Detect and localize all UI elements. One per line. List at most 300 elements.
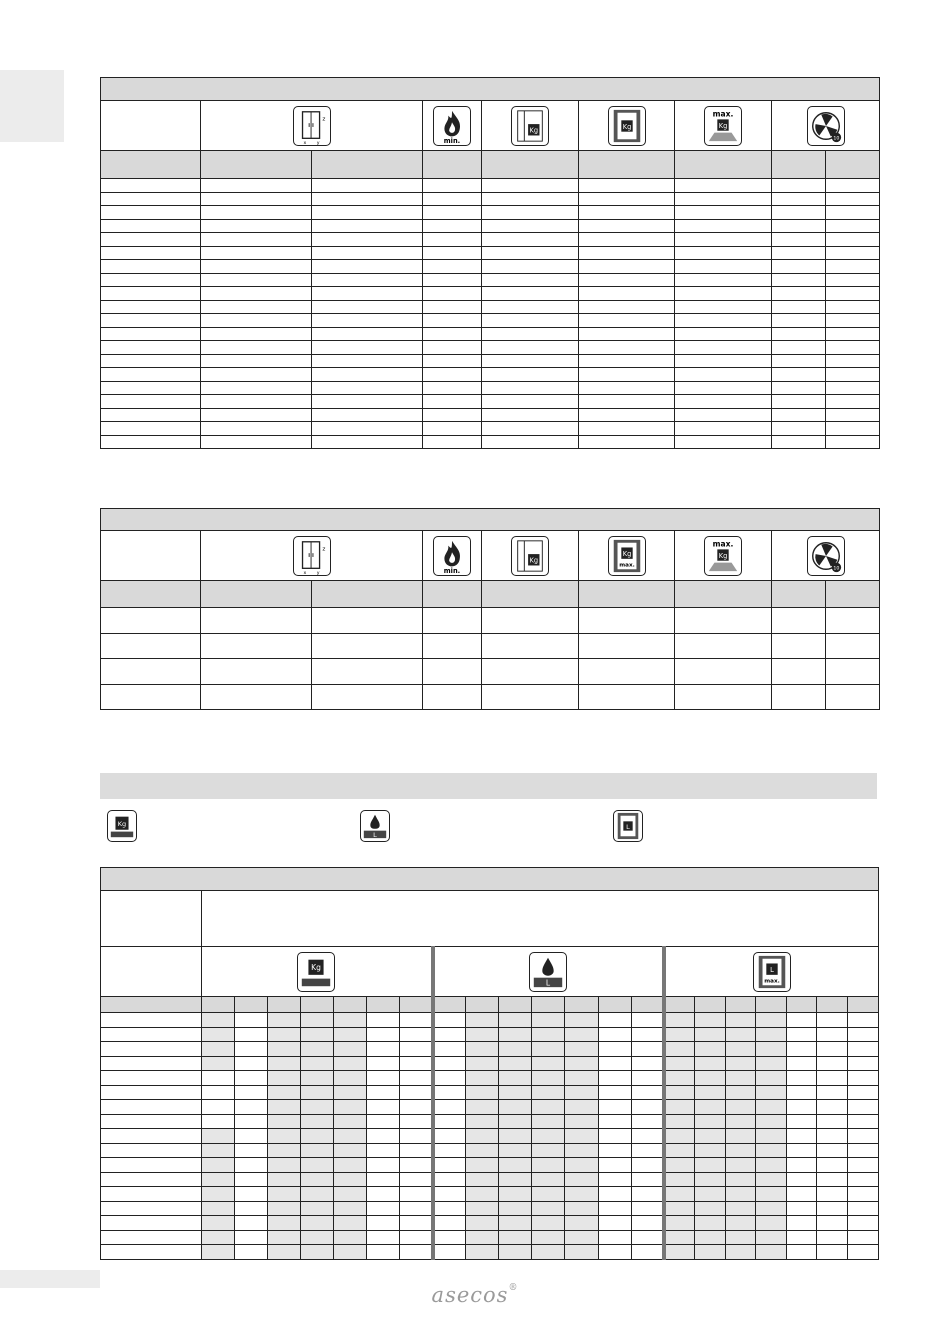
table-cell <box>848 1216 879 1231</box>
subhead-cell <box>756 997 787 1013</box>
table-cell <box>725 1230 756 1245</box>
svg-text:Kg: Kg <box>529 556 539 565</box>
table-cell <box>675 314 772 328</box>
table-cell <box>565 1216 598 1231</box>
table-cell <box>466 1158 499 1173</box>
table-cell <box>532 1245 565 1260</box>
subhead-cell <box>400 997 433 1013</box>
table-cell <box>772 684 826 710</box>
table-row <box>101 1100 879 1115</box>
table-cell <box>466 1071 499 1086</box>
table-cell <box>466 1201 499 1216</box>
table-cell <box>101 233 201 247</box>
subhead-cell <box>333 997 366 1013</box>
table-cell <box>532 1201 565 1216</box>
header-blank-cell <box>101 101 201 151</box>
table-cell <box>499 1129 532 1144</box>
subhead-cell <box>772 581 826 608</box>
table-cell <box>400 1158 433 1173</box>
table-cell <box>725 1216 756 1231</box>
svg-text:min.: min. <box>443 566 461 575</box>
weight-group-header <box>201 947 433 997</box>
table-cell <box>423 684 482 710</box>
table-cell <box>466 1100 499 1115</box>
load-capacity-table <box>100 867 879 1260</box>
table-cell <box>482 260 579 274</box>
table-cell <box>433 1201 466 1216</box>
capacity-group-header <box>664 947 878 997</box>
table-cell <box>664 1143 695 1158</box>
subhead-cell <box>664 997 695 1013</box>
table-cell <box>817 1172 848 1187</box>
table-cell <box>565 1143 598 1158</box>
table-cell <box>631 1172 664 1187</box>
table-row <box>101 1071 879 1086</box>
subhead-cell <box>312 581 423 608</box>
table-cell <box>826 395 880 409</box>
subhead-cell <box>772 151 826 179</box>
table-cell <box>786 1143 817 1158</box>
svg-text:z: z <box>321 545 325 552</box>
table-cell <box>532 1216 565 1231</box>
table-cell <box>756 1100 787 1115</box>
table-cell <box>565 1129 598 1144</box>
table-cell <box>101 1071 202 1086</box>
table-cell <box>675 395 772 409</box>
table-cell <box>826 260 880 274</box>
table-cell <box>579 192 675 206</box>
volume-group-header <box>433 947 665 997</box>
table-cell <box>499 1158 532 1173</box>
table-cell <box>826 233 880 247</box>
table-cell <box>848 1129 879 1144</box>
table-cell <box>433 1100 466 1115</box>
table-cell <box>817 1114 848 1129</box>
table-cell <box>267 1216 300 1231</box>
table-cell <box>333 1172 366 1187</box>
subhead-cell <box>675 581 772 608</box>
table-cell <box>675 273 772 287</box>
table-cell <box>234 1245 267 1260</box>
svg-text:z: z <box>321 115 325 122</box>
table-cell <box>482 179 579 193</box>
table-cell <box>631 1100 664 1115</box>
table-cell <box>664 1158 695 1173</box>
table-cell <box>664 1172 695 1187</box>
table-row <box>101 608 880 634</box>
table-cell <box>631 1187 664 1202</box>
subhead-cell <box>300 997 333 1013</box>
table-cell <box>695 1013 726 1028</box>
table-cell <box>267 1085 300 1100</box>
table-cell <box>848 1013 879 1028</box>
table-cell <box>848 1201 879 1216</box>
table-cell <box>201 1187 234 1202</box>
table-cell <box>664 1114 695 1129</box>
table-cell <box>772 408 826 422</box>
table-cell <box>675 659 772 685</box>
table-title-bar <box>101 868 879 891</box>
table-cell <box>101 1042 202 1057</box>
table-cell <box>565 1071 598 1086</box>
table-cell <box>201 1216 234 1231</box>
table-cell <box>695 1056 726 1071</box>
table-cell <box>482 314 579 328</box>
table-cell <box>312 341 423 355</box>
table-cell <box>267 1027 300 1042</box>
table-cell <box>499 1245 532 1260</box>
table-cell <box>826 354 880 368</box>
table-cell <box>848 1085 879 1100</box>
table-cell <box>499 1201 532 1216</box>
header-blank-cell <box>101 891 202 947</box>
table-row <box>101 381 880 395</box>
svg-text:Kg: Kg <box>622 122 631 131</box>
table-cell <box>482 354 579 368</box>
table-cell <box>817 1187 848 1202</box>
table-cell <box>772 368 826 382</box>
table-cell <box>101 435 201 449</box>
table-cell <box>400 1085 433 1100</box>
table-cell <box>664 1071 695 1086</box>
table-cell <box>772 354 826 368</box>
table-cell <box>631 1216 664 1231</box>
subhead-cell <box>201 997 234 1013</box>
table-cell <box>366 1216 399 1231</box>
table-cell <box>756 1027 787 1042</box>
table-row <box>101 206 880 220</box>
table-cell <box>565 1013 598 1028</box>
table-row <box>101 659 880 685</box>
table-cell <box>423 314 482 328</box>
table-cell <box>201 314 312 328</box>
table-cell <box>101 192 201 206</box>
table-cell <box>423 341 482 355</box>
table-cell <box>565 1056 598 1071</box>
table-cell <box>772 206 826 220</box>
table-cell <box>234 1056 267 1071</box>
table-cell <box>333 1216 366 1231</box>
volume-liter-icon <box>529 952 567 992</box>
table-cell <box>482 300 579 314</box>
table-cell <box>101 1056 202 1071</box>
table-cell <box>565 1230 598 1245</box>
table-cell <box>579 684 675 710</box>
table-cell <box>423 659 482 685</box>
table-cell <box>631 1114 664 1129</box>
specifications-table-1 <box>100 77 880 449</box>
table-cell <box>579 659 675 685</box>
table-cell <box>400 1245 433 1260</box>
table-row <box>101 368 880 382</box>
table-cell <box>482 368 579 382</box>
table-cell <box>772 287 826 301</box>
table-cell <box>579 260 675 274</box>
table-cell <box>664 1201 695 1216</box>
table-cell <box>312 408 423 422</box>
table-cell <box>499 1114 532 1129</box>
cabinet-load-header <box>579 531 675 581</box>
table-row <box>101 314 880 328</box>
table-cell <box>366 1013 399 1028</box>
table-cell <box>101 1129 202 1144</box>
table-cell <box>312 260 423 274</box>
table-cell <box>101 1100 202 1115</box>
table-cell <box>817 1143 848 1158</box>
table-cell <box>499 1027 532 1042</box>
table-cell <box>817 1071 848 1086</box>
table-row <box>101 1245 879 1260</box>
table-cell <box>201 408 312 422</box>
table-cell <box>400 1216 433 1231</box>
table-cell <box>101 1172 202 1187</box>
table-cell <box>675 341 772 355</box>
table-cell <box>631 1129 664 1144</box>
subhead-cell <box>201 581 312 608</box>
table-row <box>101 341 880 355</box>
dimensions-header <box>201 101 423 151</box>
table-row <box>101 1187 879 1202</box>
table-cell <box>725 1114 756 1129</box>
table-cell <box>756 1201 787 1216</box>
table-cell <box>772 659 826 685</box>
cabinet-max-load-icon <box>608 536 646 576</box>
table-cell <box>725 1201 756 1216</box>
table-cell <box>598 1027 631 1042</box>
table-cell <box>786 1230 817 1245</box>
table-cell <box>482 408 579 422</box>
table-cell <box>772 435 826 449</box>
table-cell <box>433 1172 466 1187</box>
table-cell <box>433 1042 466 1057</box>
table-cell <box>499 1085 532 1100</box>
table-cell <box>234 1172 267 1187</box>
table-cell <box>675 435 772 449</box>
table-cell <box>826 206 880 220</box>
table-cell <box>482 395 579 409</box>
table-cell <box>312 684 423 710</box>
table-cell <box>366 1143 399 1158</box>
table-cell <box>234 1013 267 1028</box>
table-cell <box>101 1143 202 1158</box>
table-cell <box>101 246 201 260</box>
table-cell <box>423 260 482 274</box>
table-cell <box>333 1042 366 1057</box>
table-cell <box>565 1042 598 1057</box>
table-cell <box>786 1013 817 1028</box>
table-cell <box>101 368 201 382</box>
table-cell <box>532 1143 565 1158</box>
table-cell <box>312 273 423 287</box>
table-cell <box>482 219 579 233</box>
table-cell <box>675 422 772 436</box>
table-cell <box>695 1216 726 1231</box>
table-cell <box>201 354 312 368</box>
table-cell <box>532 1129 565 1144</box>
table-cell <box>201 435 312 449</box>
table-cell <box>695 1042 726 1057</box>
table-cell <box>101 1085 202 1100</box>
table-row <box>101 395 880 409</box>
table-cell <box>423 287 482 301</box>
table-cell <box>772 381 826 395</box>
header-blank-cell <box>101 531 201 581</box>
table-cell <box>817 1027 848 1042</box>
table-cell <box>300 1042 333 1057</box>
table-cell <box>598 1042 631 1057</box>
table-cell <box>333 1230 366 1245</box>
table-cell <box>786 1027 817 1042</box>
table-cell <box>756 1143 787 1158</box>
ventilation-header <box>772 101 880 151</box>
table-cell <box>631 1158 664 1173</box>
table-cell <box>101 684 201 710</box>
table-cell <box>482 273 579 287</box>
table-cell <box>817 1201 848 1216</box>
table-cell <box>300 1027 333 1042</box>
table-cell <box>366 1056 399 1071</box>
table-cell <box>675 206 772 220</box>
table-cell <box>101 1158 202 1173</box>
table-cell <box>101 327 201 341</box>
table-cell <box>725 1056 756 1071</box>
table-cell <box>532 1085 565 1100</box>
table-cell <box>631 1071 664 1086</box>
table-cell <box>101 287 201 301</box>
table-cell <box>366 1187 399 1202</box>
table-cell <box>675 368 772 382</box>
table-cell <box>201 633 312 659</box>
table-cell <box>201 327 312 341</box>
table-cell <box>725 1042 756 1057</box>
table-cell <box>772 273 826 287</box>
table-cell <box>300 1056 333 1071</box>
table-cell <box>433 1114 466 1129</box>
subhead-cell <box>579 151 675 179</box>
table-cell <box>201 1071 234 1086</box>
volume-liter-icon <box>360 810 390 842</box>
table-row <box>101 260 880 274</box>
table-cell <box>664 1085 695 1100</box>
table-cell <box>267 1013 300 1028</box>
svg-text:max.: max. <box>712 109 734 119</box>
table-cell <box>201 659 312 685</box>
table-cell <box>598 1230 631 1245</box>
table-cell <box>101 395 201 409</box>
table-cell <box>400 1027 433 1042</box>
subhead-cell <box>675 151 772 179</box>
table-cell <box>675 633 772 659</box>
table-cell <box>772 233 826 247</box>
table-row <box>101 246 880 260</box>
table-cell <box>598 1245 631 1260</box>
table-cell <box>423 300 482 314</box>
table-cell <box>482 192 579 206</box>
table-cell <box>300 1013 333 1028</box>
table-cell <box>201 1230 234 1245</box>
table-cell <box>848 1042 879 1057</box>
table-cell <box>201 300 312 314</box>
ventilation-icon <box>807 536 845 576</box>
table-cell <box>499 1143 532 1158</box>
table-cell <box>300 1143 333 1158</box>
table-cell <box>532 1114 565 1129</box>
weight-kg-icon <box>297 952 335 992</box>
table-row <box>101 287 880 301</box>
table-cell <box>482 422 579 436</box>
table-cell <box>101 381 201 395</box>
dimensions-header <box>201 531 423 581</box>
table-cell <box>466 1187 499 1202</box>
table-cell <box>101 273 201 287</box>
table-cell <box>201 1158 234 1173</box>
table-cell <box>267 1071 300 1086</box>
brand-logo <box>0 1283 950 1307</box>
table-cell <box>400 1172 433 1187</box>
table-cell <box>333 1245 366 1260</box>
table-cell <box>772 633 826 659</box>
table-row <box>101 1027 879 1042</box>
table-cell <box>482 633 579 659</box>
table-cell <box>466 1042 499 1057</box>
table-cell <box>201 1027 234 1042</box>
subhead-cell <box>598 997 631 1013</box>
table-cell <box>312 659 423 685</box>
table-cell <box>664 1013 695 1028</box>
table-cell <box>786 1129 817 1144</box>
table-cell <box>366 1172 399 1187</box>
table-cell <box>817 1100 848 1115</box>
table-cell <box>101 1201 202 1216</box>
table-cell <box>532 1172 565 1187</box>
table-cell <box>234 1071 267 1086</box>
table-cell <box>312 422 423 436</box>
table-cell <box>499 1071 532 1086</box>
fire-header <box>423 101 482 151</box>
table-cell <box>466 1172 499 1187</box>
table-cell <box>101 1013 202 1028</box>
table-cell <box>675 327 772 341</box>
table-cell <box>725 1071 756 1086</box>
table-cell <box>423 435 482 449</box>
table-row <box>101 1013 879 1028</box>
table-cell <box>423 206 482 220</box>
table-cell <box>333 1085 366 1100</box>
table-cell <box>400 1013 433 1028</box>
table-cell <box>423 633 482 659</box>
table-cell <box>675 354 772 368</box>
table-cell <box>312 287 423 301</box>
table-cell <box>101 608 201 634</box>
table-cell <box>826 435 880 449</box>
table-cell <box>598 1187 631 1202</box>
svg-text:Kg: Kg <box>622 549 631 558</box>
table-cell <box>234 1158 267 1173</box>
table-cell <box>423 368 482 382</box>
table-cell <box>848 1100 879 1115</box>
svg-text:y: y <box>316 140 320 145</box>
table-cell <box>333 1071 366 1086</box>
subhead-cell <box>101 151 201 179</box>
table-cell <box>333 1100 366 1115</box>
table-row <box>101 327 880 341</box>
table-cell <box>565 1201 598 1216</box>
table-cell <box>826 659 880 685</box>
svg-text:y: y <box>316 570 320 575</box>
table-cell <box>826 300 880 314</box>
table-cell <box>201 233 312 247</box>
table-cell <box>423 381 482 395</box>
